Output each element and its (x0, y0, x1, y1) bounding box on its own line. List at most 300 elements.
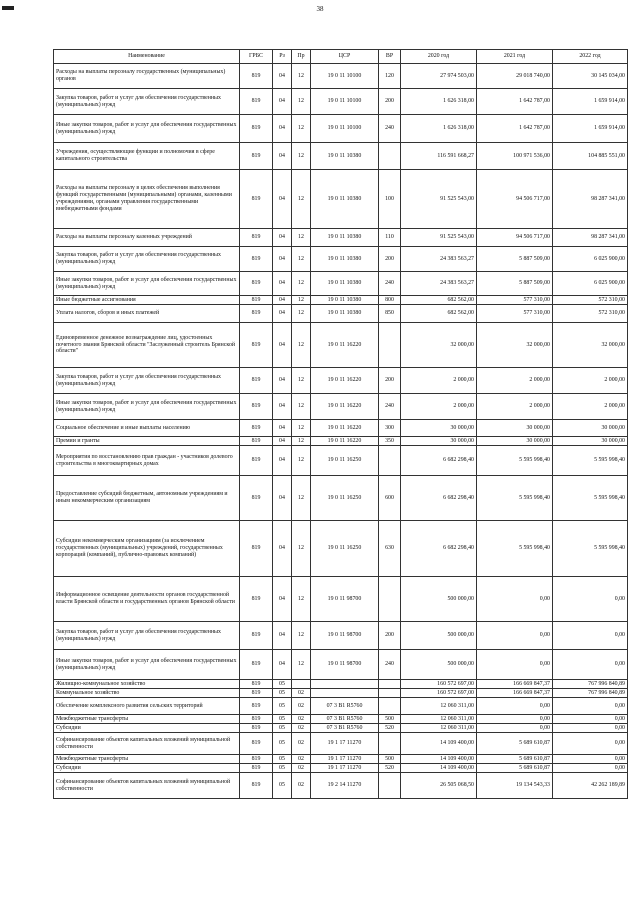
cell-rz: 04 (273, 368, 292, 394)
table-row (54, 143, 628, 170)
cell-rz: 04 (273, 272, 292, 296)
cell-pr: 02 (292, 724, 311, 733)
table-row (54, 229, 628, 247)
cell-grbs: 819 (240, 755, 273, 764)
cell-csr: 19 0 11 16250 (311, 476, 379, 521)
cell-grbs: 819 (240, 521, 273, 577)
cell-csr (311, 689, 379, 698)
cell-rz: 04 (273, 577, 292, 622)
cell-y2022: 572 310,00 (553, 296, 628, 305)
cell-grbs: 819 (240, 368, 273, 394)
cell-grbs: 819 (240, 733, 273, 755)
cell-vr (379, 143, 401, 170)
cell-name: Расходы на выплаты персоналу казенных учреждений (54, 229, 240, 247)
cell-rz: 04 (273, 437, 292, 446)
cell-csr: 07 3 B1 R5760 (311, 715, 379, 724)
cell-y2020: 6 682 298,40 (401, 446, 477, 476)
cell-csr: 19 1 17 11270 (311, 733, 379, 755)
cell-y2022: 32 000,00 (553, 323, 628, 368)
table-row (54, 577, 628, 622)
cell-name: Закупка товаров, работ и услуг для обеспечения государственных (муниципальных) нужд (54, 368, 240, 394)
cell-name: Уплата налогов, сборов и иных платежей (54, 305, 240, 323)
cell-pr: 12 (292, 296, 311, 305)
cell-y2022: 0,00 (553, 577, 628, 622)
cell-rz: 05 (273, 698, 292, 715)
cell-grbs: 819 (240, 272, 273, 296)
cell-y2022: 1 659 914,00 (553, 115, 628, 143)
header-2020: 2020 год (401, 50, 477, 64)
cell-grbs: 819 (240, 577, 273, 622)
cell-y2022: 5 595 998,40 (553, 476, 628, 521)
cell-csr: 19 0 11 98700 (311, 650, 379, 680)
cell-y2020: 160 572 697,00 (401, 689, 477, 698)
cell-grbs: 819 (240, 773, 273, 799)
cell-name: Иные закупки товаров, работ и услуг для обеспечения государственных (муниципальных) нужд (54, 650, 240, 680)
cell-y2020: 12 060 311,00 (401, 724, 477, 733)
cell-y2020: 30 000,00 (401, 420, 477, 437)
cell-rz: 04 (273, 394, 292, 420)
cell-y2022: 572 310,00 (553, 305, 628, 323)
cell-pr: 02 (292, 733, 311, 755)
table-row (54, 368, 628, 394)
cell-y2022: 1 659 914,00 (553, 89, 628, 115)
cell-grbs: 819 (240, 724, 273, 733)
cell-vr: 600 (379, 476, 401, 521)
cell-y2022: 98 287 341,00 (553, 170, 628, 229)
table-row (54, 296, 628, 305)
cell-vr: 800 (379, 296, 401, 305)
cell-pr: 12 (292, 272, 311, 296)
cell-pr: 12 (292, 394, 311, 420)
cell-grbs: 819 (240, 420, 273, 437)
cell-vr: 200 (379, 247, 401, 272)
cell-pr: 02 (292, 698, 311, 715)
table-row (54, 698, 628, 715)
cell-vr (379, 680, 401, 689)
cell-y2021: 94 506 717,00 (477, 229, 553, 247)
cell-grbs: 819 (240, 115, 273, 143)
table-row (54, 733, 628, 755)
cell-rz: 04 (273, 323, 292, 368)
cell-y2021: 0,00 (477, 577, 553, 622)
cell-y2021: 32 000,00 (477, 323, 553, 368)
table-row (54, 64, 628, 89)
cell-grbs: 819 (240, 715, 273, 724)
cell-y2021: 30 000,00 (477, 437, 553, 446)
table-row (54, 446, 628, 476)
cell-y2021: 0,00 (477, 698, 553, 715)
cell-y2021: 100 971 536,00 (477, 143, 553, 170)
cell-csr: 19 0 11 10100 (311, 64, 379, 89)
header-2021: 2021 год (477, 50, 553, 64)
cell-csr (311, 680, 379, 689)
cell-csr: 19 0 11 16220 (311, 394, 379, 420)
cell-y2021: 166 669 847,37 (477, 689, 553, 698)
cell-csr: 19 0 11 10380 (311, 247, 379, 272)
cell-y2022: 0,00 (553, 724, 628, 733)
table-header-row (54, 50, 628, 64)
cell-rz: 04 (273, 650, 292, 680)
cell-pr: 12 (292, 437, 311, 446)
cell-y2020: 682 562,00 (401, 305, 477, 323)
cell-rz: 04 (273, 305, 292, 323)
cell-rz: 04 (273, 64, 292, 89)
cell-y2021: 2 000,00 (477, 394, 553, 420)
cell-y2022: 30 000,00 (553, 420, 628, 437)
cell-rz: 05 (273, 764, 292, 773)
cell-grbs: 819 (240, 437, 273, 446)
cell-y2022: 42 262 189,89 (553, 773, 628, 799)
cell-pr: 12 (292, 368, 311, 394)
cell-y2021: 19 134 543,33 (477, 773, 553, 799)
header-rz: Рз (273, 50, 292, 64)
cell-y2021: 577 310,00 (477, 305, 553, 323)
cell-csr: 19 0 11 10380 (311, 305, 379, 323)
table-row (54, 689, 628, 698)
cell-pr: 12 (292, 446, 311, 476)
table-row (54, 305, 628, 323)
cell-name: Закупка товаров, работ и услуг для обеспечения государственных (муниципальных) нужд (54, 622, 240, 650)
cell-name: Субсидии (54, 724, 240, 733)
table-row (54, 521, 628, 577)
cell-csr: 19 0 11 98700 (311, 577, 379, 622)
cell-y2020: 32 000,00 (401, 323, 477, 368)
cell-y2022: 30 145 034,00 (553, 64, 628, 89)
cell-grbs: 819 (240, 229, 273, 247)
cell-y2020: 682 562,00 (401, 296, 477, 305)
cell-y2021: 5 887 509,00 (477, 272, 553, 296)
cell-rz: 04 (273, 420, 292, 437)
table-row (54, 420, 628, 437)
cell-y2022: 0,00 (553, 622, 628, 650)
cell-vr: 240 (379, 115, 401, 143)
cell-name: Предоставление субсидий бюджетным, автономным учреждениям и иным некоммерческим организациям (54, 476, 240, 521)
cell-name: Социальное обеспечение и иные выплаты населению (54, 420, 240, 437)
cell-y2022: 30 000,00 (553, 437, 628, 446)
cell-y2020: 26 505 068,50 (401, 773, 477, 799)
cell-y2020: 2 000,00 (401, 394, 477, 420)
cell-name: Обеспечение комплексного развития сельских территорий (54, 698, 240, 715)
cell-y2021: 0,00 (477, 650, 553, 680)
cell-y2020: 14 109 400,00 (401, 764, 477, 773)
cell-grbs: 819 (240, 305, 273, 323)
cell-pr: 02 (292, 764, 311, 773)
table-row (54, 170, 628, 229)
cell-y2021: 2 000,00 (477, 368, 553, 394)
cell-y2021: 5 887 509,00 (477, 247, 553, 272)
cell-grbs: 819 (240, 323, 273, 368)
cell-y2020: 24 383 563,27 (401, 247, 477, 272)
cell-vr (379, 446, 401, 476)
cell-rz: 04 (273, 247, 292, 272)
budget-table (53, 49, 628, 799)
cell-y2021: 1 642 787,00 (477, 115, 553, 143)
cell-name: Расходы на выплаты персоналу в целях обеспечения выполнения функций государственными (муниципальными) органами, казенными учреждениями, органами управления государственными внебюджетными фондами (54, 170, 240, 229)
cell-name: Премии и гранты (54, 437, 240, 446)
cell-vr (379, 689, 401, 698)
cell-y2022: 6 025 900,00 (553, 272, 628, 296)
cell-pr: 12 (292, 521, 311, 577)
cell-y2022: 767 996 840,89 (553, 689, 628, 698)
cell-csr: 19 0 11 10100 (311, 89, 379, 115)
cell-pr: 02 (292, 773, 311, 799)
cell-y2020: 500 000,00 (401, 577, 477, 622)
cell-y2021: 577 310,00 (477, 296, 553, 305)
cell-y2021: 5 595 998,40 (477, 476, 553, 521)
cell-name: Межбюджетные трансферты (54, 755, 240, 764)
cell-y2020: 116 591 668,27 (401, 143, 477, 170)
cell-csr: 19 1 17 11270 (311, 755, 379, 764)
table-row (54, 715, 628, 724)
cell-rz: 05 (273, 773, 292, 799)
cell-csr: 19 0 11 16220 (311, 420, 379, 437)
cell-y2022: 104 885 551,00 (553, 143, 628, 170)
header-csr: ЦСР (311, 50, 379, 64)
cell-rz: 04 (273, 229, 292, 247)
cell-y2020: 14 109 400,00 (401, 733, 477, 755)
table-row (54, 773, 628, 799)
cell-csr: 07 3 B1 R5760 (311, 698, 379, 715)
cell-y2021: 29 018 740,00 (477, 64, 553, 89)
cell-vr: 500 (379, 715, 401, 724)
cell-vr (379, 733, 401, 755)
cell-vr: 350 (379, 437, 401, 446)
cell-grbs: 819 (240, 689, 273, 698)
table-row (54, 437, 628, 446)
cell-name: Иные закупки товаров, работ и услуг для обеспечения государственных (муниципальных) нужд (54, 115, 240, 143)
cell-csr: 19 0 11 16220 (311, 323, 379, 368)
cell-grbs: 819 (240, 89, 273, 115)
cell-name: Софинансирование объектов капитальных вложений муниципальной собственности (54, 733, 240, 755)
cell-y2021: 5 595 998,40 (477, 446, 553, 476)
header-name: Наименование (54, 50, 240, 64)
cell-name: Субсидии некоммерческим организациям (за исключением государственных (муниципальных) учреждений, государственных корпораций (компаний), публично-правовых компаний) (54, 521, 240, 577)
cell-csr: 19 0 11 16220 (311, 368, 379, 394)
cell-vr (379, 773, 401, 799)
table-row (54, 115, 628, 143)
cell-grbs: 819 (240, 476, 273, 521)
cell-vr: 110 (379, 229, 401, 247)
cell-rz: 04 (273, 170, 292, 229)
cell-y2022: 5 595 998,40 (553, 446, 628, 476)
cell-vr: 520 (379, 724, 401, 733)
cell-rz: 04 (273, 622, 292, 650)
cell-pr: 12 (292, 89, 311, 115)
table-row (54, 394, 628, 420)
cell-grbs: 819 (240, 680, 273, 689)
cell-rz: 04 (273, 89, 292, 115)
cell-pr: 12 (292, 64, 311, 89)
cell-rz: 04 (273, 446, 292, 476)
cell-y2020: 160 572 697,00 (401, 680, 477, 689)
cell-y2022: 0,00 (553, 755, 628, 764)
cell-grbs: 819 (240, 143, 273, 170)
cell-y2020: 91 525 543,00 (401, 229, 477, 247)
header-vr: ВР (379, 50, 401, 64)
cell-name: Закупка товаров, работ и услуг для обеспечения государственных (муниципальных) нужд (54, 89, 240, 115)
cell-y2021: 5 689 610,87 (477, 733, 553, 755)
cell-csr: 19 0 11 10380 (311, 170, 379, 229)
cell-y2021: 5 595 998,40 (477, 521, 553, 577)
cell-grbs: 819 (240, 170, 273, 229)
cell-y2022: 6 025 900,00 (553, 247, 628, 272)
cell-y2022: 767 996 840,89 (553, 680, 628, 689)
cell-pr: 12 (292, 420, 311, 437)
cell-grbs: 819 (240, 650, 273, 680)
table-row (54, 622, 628, 650)
cell-rz: 04 (273, 115, 292, 143)
cell-name: Единовременное денежное вознаграждение лиц, удостоенных почетного звания Брянской области "Заслуженный строитель Брянской области" (54, 323, 240, 368)
cell-grbs: 819 (240, 698, 273, 715)
cell-y2022: 5 595 998,40 (553, 521, 628, 577)
cell-vr (379, 698, 401, 715)
cell-pr (292, 680, 311, 689)
cell-vr: 300 (379, 420, 401, 437)
cell-pr: 12 (292, 247, 311, 272)
cell-name: Жилищно-коммунальное хозяйство (54, 680, 240, 689)
cell-y2020: 6 682 298,40 (401, 476, 477, 521)
cell-y2021: 1 642 787,00 (477, 89, 553, 115)
cell-pr: 12 (292, 323, 311, 368)
cell-y2021: 0,00 (477, 622, 553, 650)
cell-name: Межбюджетные трансферты (54, 715, 240, 724)
cell-y2020: 2 000,00 (401, 368, 477, 394)
cell-pr: 02 (292, 715, 311, 724)
cell-y2021: 166 669 847,37 (477, 680, 553, 689)
cell-vr: 200 (379, 368, 401, 394)
cell-y2022: 2 000,00 (553, 368, 628, 394)
cell-y2022: 98 287 341,00 (553, 229, 628, 247)
cell-y2020: 14 109 400,00 (401, 755, 477, 764)
cell-name: Софинансирование объектов капитальных вложений муниципальной собственности (54, 773, 240, 799)
cell-name: Мероприятия по восстановлению прав граждан - участников долевого строительства в многоквартирных домах (54, 446, 240, 476)
table-row (54, 724, 628, 733)
cell-rz: 05 (273, 755, 292, 764)
cell-rz: 05 (273, 724, 292, 733)
cell-y2020: 500 000,00 (401, 622, 477, 650)
cell-name: Субсидии (54, 764, 240, 773)
cell-rz: 04 (273, 476, 292, 521)
cell-y2022: 0,00 (553, 650, 628, 680)
cell-y2022: 0,00 (553, 715, 628, 724)
cell-name: Иные закупки товаров, работ и услуг для обеспечения государственных (муниципальных) нужд (54, 272, 240, 296)
table-row (54, 650, 628, 680)
cell-vr: 630 (379, 521, 401, 577)
cell-csr: 19 2 14 11270 (311, 773, 379, 799)
cell-rz: 05 (273, 689, 292, 698)
cell-grbs: 819 (240, 247, 273, 272)
cell-y2020: 6 682 298,40 (401, 521, 477, 577)
cell-y2020: 27 974 503,00 (401, 64, 477, 89)
cell-name: Иные закупки товаров, работ и услуг для обеспечения государственных (муниципальных) нужд (54, 394, 240, 420)
cell-rz: 04 (273, 521, 292, 577)
cell-pr: 12 (292, 229, 311, 247)
cell-y2020: 1 626 318,00 (401, 115, 477, 143)
cell-csr: 19 0 11 10380 (311, 272, 379, 296)
header-2022: 2022 год (553, 50, 628, 64)
cell-pr: 12 (292, 143, 311, 170)
cell-pr: 12 (292, 305, 311, 323)
cell-csr: 19 0 11 10380 (311, 296, 379, 305)
header-pr: Пр (292, 50, 311, 64)
cell-y2021: 30 000,00 (477, 420, 553, 437)
cell-vr: 200 (379, 622, 401, 650)
cell-name: Иные бюджетные ассигнования (54, 296, 240, 305)
cell-vr: 240 (379, 272, 401, 296)
cell-csr: 19 0 11 16250 (311, 446, 379, 476)
cell-pr: 12 (292, 577, 311, 622)
cell-csr: 19 1 17 11270 (311, 764, 379, 773)
cell-name: Закупка товаров, работ и услуг для обеспечения государственных (муниципальных) нужд (54, 247, 240, 272)
cell-name: Информационное освещение деятельности органов государственной власти Брянской области и государственных органов Брянской области (54, 577, 240, 622)
cell-name: Коммунальное хозяйство (54, 689, 240, 698)
cell-y2020: 91 525 543,00 (401, 170, 477, 229)
cell-vr: 120 (379, 64, 401, 89)
cell-y2021: 0,00 (477, 724, 553, 733)
cell-pr: 12 (292, 650, 311, 680)
cell-pr: 12 (292, 476, 311, 521)
cell-y2020: 24 383 563,27 (401, 272, 477, 296)
cell-y2020: 30 000,00 (401, 437, 477, 446)
cell-grbs: 819 (240, 622, 273, 650)
cell-vr (379, 323, 401, 368)
header-grbs: ГРБС (240, 50, 273, 64)
cell-vr (379, 577, 401, 622)
cell-vr: 100 (379, 170, 401, 229)
table-row (54, 680, 628, 689)
cell-vr: 240 (379, 394, 401, 420)
cell-csr: 19 0 11 10380 (311, 229, 379, 247)
cell-grbs: 819 (240, 764, 273, 773)
cell-csr: 19 0 11 16220 (311, 437, 379, 446)
cell-y2021: 94 506 717,00 (477, 170, 553, 229)
cell-grbs: 819 (240, 446, 273, 476)
cell-csr: 19 0 11 16250 (311, 521, 379, 577)
cell-pr: 02 (292, 689, 311, 698)
cell-rz: 05 (273, 680, 292, 689)
cell-rz: 05 (273, 733, 292, 755)
cell-rz: 04 (273, 143, 292, 170)
table-row (54, 764, 628, 773)
cell-y2022: 2 000,00 (553, 394, 628, 420)
cell-pr: 02 (292, 755, 311, 764)
cell-csr: 19 0 11 98700 (311, 622, 379, 650)
cell-rz: 05 (273, 715, 292, 724)
cell-grbs: 819 (240, 394, 273, 420)
cell-grbs: 819 (240, 64, 273, 89)
cell-y2020: 1 626 318,00 (401, 89, 477, 115)
table-row (54, 89, 628, 115)
cell-y2021: 0,00 (477, 715, 553, 724)
cell-name: Учреждения, осуществляющие функции и полномочия в сфере капитального строительства (54, 143, 240, 170)
cell-csr: 19 0 11 10100 (311, 115, 379, 143)
cell-grbs: 819 (240, 296, 273, 305)
cell-pr: 12 (292, 170, 311, 229)
cell-csr: 19 0 11 10380 (311, 143, 379, 170)
cell-y2022: 0,00 (553, 698, 628, 715)
cell-vr: 500 (379, 755, 401, 764)
table-row (54, 247, 628, 272)
cell-y2022: 0,00 (553, 733, 628, 755)
table-row (54, 323, 628, 368)
table-row (54, 476, 628, 521)
cell-pr: 12 (292, 115, 311, 143)
cell-rz: 04 (273, 296, 292, 305)
cell-y2020: 12 060 311,00 (401, 715, 477, 724)
page-number: 38 (316, 5, 324, 13)
cell-vr: 520 (379, 764, 401, 773)
table-row (54, 755, 628, 764)
